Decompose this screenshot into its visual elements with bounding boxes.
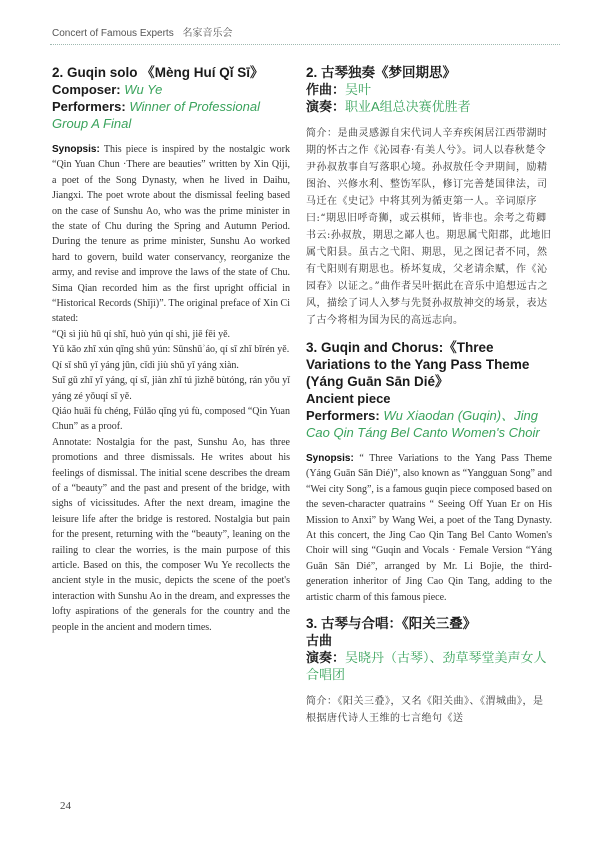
right-column <box>306 64 552 727</box>
performer-label-zh: 演奏： <box>306 99 346 114</box>
annotation: Annotate: Nostalgia for the past, Sunshu Ao, has three promotions and three dismissals. He writes about his feelings of dismissal. The initial scene describes the dream of a “beauty” and the past and present of the bridge, with sighs of vicissitudes. After the next dream, imagine the leisure life after the bridge is restored. Nostalgia but pain for the present, returning with the “beauty”, leaning on the railing to clear the worries, is the main purpose of this article. Based on this, the composer Wu Ye recollects the ancient style in the music, depicts the scene of the poet's interaction with Sunshu Ao in the dream, and expresses the lofty aspirations of the generals for the country and the people in the ancient and modern times. <box>52 436 290 633</box>
preface-line-4: Suī gǔ zhī yī yáng, qí sī, jiàn zhī tú jìzhě bùtóng, rán yǒu yǐ yáng zé yǒuqí sī yě. <box>52 375 290 402</box>
piece3-intro-label-zh: 简介： <box>306 696 338 708</box>
piece3-performer-label: Performers: <box>306 408 384 423</box>
preface-line-5: Qiáo huāi fù chéng, Fúlǎo qǐng yú fù, composed “Qin Yuan Chun” as a proof. <box>52 405 290 433</box>
piece3-synopsis-label: Synopsis: <box>306 453 354 464</box>
piece3-performer-name: Wu Xiaodan (Guqin)、Jing Cao Qin Táng Bel Canto Women's Choir <box>306 408 540 440</box>
page-number: 24 <box>60 800 71 812</box>
piece3-intro-text-zh: 《阳关三叠》，又名《阳关曲》、《渭城曲》，是根据唐代诗人王维的七言绝句《送 <box>306 696 544 725</box>
piece3-performer-line-zh <box>306 649 552 683</box>
synopsis-text: This piece is inspired by the nostalgic work “Qin Yuan Chun ·There are beauties” written by Xin Qiji, a poet of the Song Dynasty, when he lived in Daihu, Jiangxi. The poet wrote about the dismissal feeling based on the case of Sunshu Ao, who was the prime minister in the state of Chu during the Spring and Autumn Period. During the tenure as prime minister, Sunshu Ao worked hard to govern, build water conservancy, reorganize the army, and revise and improve the laws of the state of Chu. Sima Qian recorded him as the first upright official in “Historical Records (Shǐjì)”. The original preface of Xin Ci stated: <box>52 144 290 325</box>
composer-name-zh: 吴叶 <box>345 82 372 97</box>
composer-line <box>52 81 290 98</box>
composer-name: Wu Ye <box>124 82 163 97</box>
piece3-performer-name-zh: 吴晓丹（古琴）、劲草琴堂美声女人合唱团 <box>306 650 547 683</box>
piece-title: 2. Guqin solo 《Mèng Huí Qǐ Sī》 <box>52 65 264 80</box>
left-column <box>52 64 290 635</box>
piece3-intro-zh <box>306 693 552 727</box>
performer-label: Performers: <box>52 99 130 114</box>
intro-text-zh: 是曲灵感源自宋代词人辛弃疾闲居江西带湖时期的怀古之作《沁园春·有美人兮》。词人以春秋楚令尹孙叔敖事自写落职心境。孙叔敖任令尹期间，励精图治、兴修水利、整饬军队，修订完善楚国律法，司马迁在《史记》中将其列为循吏第一人。辛词原序曰:“期思旧呼奇狮，或云棋师，皆非也。余考之荀卿书云:孙叔敖，期思之鄙人也。期思属弋阳郡，此地旧属弋阳县。虽古之弋阳、期思，见之图记者不同，然有弋阳则有期思也。桥坏复成，父老请余赋，作《沁园春》以证之。”曲作者吴叶据此在音乐中追想远古之风，描绘了词人入梦与先贤孙叔敖神交的场景，表达了古今将相为国为民的高远志向。 <box>306 128 552 326</box>
performer-line <box>52 98 290 132</box>
performer-name-zh: 职业A组总决赛优胜者 <box>345 99 471 114</box>
preface-line-1: “Qì sì jiù hū qí shī, huò yún qí shì, jiē fēi yě. <box>52 328 231 340</box>
intro-zh <box>306 125 552 329</box>
composer-line-zh <box>306 81 552 98</box>
header-english: Concert of Famous Experts <box>52 28 174 39</box>
piece3-performer-label-zh: 演奏： <box>306 650 346 666</box>
piece3-performer-line <box>306 407 552 441</box>
performer-name: Winner of Professional Group A Final <box>52 99 260 131</box>
preface-line-3: Qí sǐ shū yǐ yáng jūn, cǐdì jiù shǔ yī yáng xiàn. <box>52 359 239 371</box>
performer-line-zh <box>306 98 552 115</box>
synopsis <box>52 142 290 635</box>
intro-label-zh: 简介： <box>306 128 338 139</box>
piece3-subtitle-zh: 古曲 <box>306 633 333 649</box>
piece3-synopsis-text: “ Three Variations to the Yang Pass Theme (Yáng Guān Sān Dié)”, also known as “Yangguan Song” and “Wei city Song”, is a famous guqin piece composed based on the seven-character quatrains “ Seeing Off Yuan Er on His Mission to Anxi” by Wang Wei, a poet of the Tang Dynasty. At this concert, the Jing Cao Qin Tang Bel Canto Women's Choir will sing “Guqin and Vocals · Female Version “Yáng Guān Sān Dié”, arranged by Mr. Li Bojie, the third-generation inheritor of Jing Cao Qin Tang, adding to the artistic charm of this famous piece. <box>306 453 552 603</box>
running-header <box>52 24 233 39</box>
piece3-title-zh: 3. 古琴与合唱：《阳关三叠》 <box>306 616 477 632</box>
synopsis-label: Synopsis: <box>52 144 100 155</box>
composer-label: Composer: <box>52 82 125 97</box>
piece3-subtitle: Ancient piece <box>306 391 391 406</box>
piece3-synopsis <box>306 451 552 605</box>
composer-label-zh: 作曲： <box>306 82 346 97</box>
header-chinese: 名家音乐会 <box>182 28 233 39</box>
piece3-title: 3. Guqin and Chorus:《Three Variations to the Yang Pass Theme (Yáng Guān Sān Dié》 <box>306 340 530 389</box>
preface-line-2: Yǔ kǎo zhī xún qīng shū yún: Sūnshūʾáo, qí sī zhǐ bīrén yě. <box>52 344 290 356</box>
header-rule <box>50 44 560 45</box>
piece-title-zh: 2. 古琴独奏《梦回期思》 <box>306 65 457 80</box>
